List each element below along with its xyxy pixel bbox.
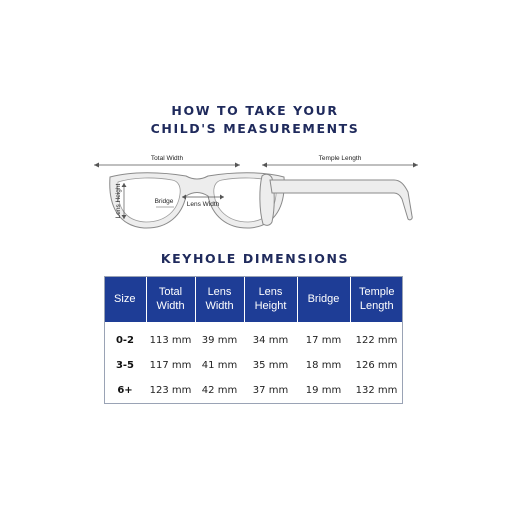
bridge-label: Bridge	[154, 198, 174, 205]
cell-lens-width: 42 mm	[201, 384, 238, 396]
header-lens-width-line2: Width	[205, 300, 234, 312]
table-row	[104, 378, 403, 408]
cell-total-width: 123 mm	[149, 384, 192, 396]
table-row	[104, 322, 403, 352]
section-title: KEYHOLE DIMENSIONS	[160, 251, 350, 266]
temple-length-label: Temple Length	[318, 155, 362, 162]
header-temple-length-line1: Temple	[359, 286, 395, 298]
header-temple-length	[350, 276, 403, 322]
header-lens-width-line1: Lens	[207, 286, 232, 298]
cell-total-width: 117 mm	[149, 359, 192, 371]
cell-lens-height: 34 mm	[252, 334, 289, 346]
cell-size: 0-2	[115, 334, 135, 346]
header-lens-height-line2: Height	[254, 300, 287, 312]
total-width-label: Total Width	[150, 155, 184, 162]
header-total-width-line1: Total	[158, 286, 183, 298]
header-total-width-line2: Width	[156, 300, 185, 312]
header-temple-length-line2: Length	[359, 300, 394, 312]
cell-temple-length: 132 mm	[355, 384, 398, 396]
header-bridge	[297, 276, 350, 322]
cell-lens-height: 37 mm	[252, 384, 289, 396]
cell-lens-width: 39 mm	[201, 334, 238, 346]
header-size-text: Size	[114, 293, 136, 305]
cell-temple-length: 126 mm	[355, 359, 398, 371]
cell-size: 3-5	[115, 359, 135, 371]
header-lens-height	[244, 276, 297, 322]
total-width-arrow	[94, 163, 240, 168]
cell-temple-length: 122 mm	[355, 334, 398, 346]
lens-height-label: Lens Height	[115, 183, 122, 219]
header-lens-width	[195, 276, 244, 322]
cell-size: 6+	[117, 384, 133, 396]
dimensions-table	[104, 276, 403, 408]
table-row	[104, 352, 403, 378]
cell-total-width: 113 mm	[149, 334, 192, 346]
header-total-width	[146, 276, 195, 322]
page-title-line-2: CHILD'S MEASUREMENTS	[150, 121, 360, 136]
lens-width-label: Lens Width	[186, 201, 220, 208]
header-size	[104, 276, 146, 322]
header-bridge-text: Bridge	[307, 293, 340, 305]
cell-lens-height: 35 mm	[252, 359, 289, 371]
cell-bridge: 17 mm	[305, 334, 342, 346]
page-title-line-1: HOW TO TAKE YOUR	[171, 103, 339, 118]
measurement-diagram	[0, 0, 510, 240]
temple-length-arrow	[262, 163, 418, 168]
cell-bridge: 18 mm	[305, 359, 342, 371]
cell-lens-width: 41 mm	[201, 359, 238, 371]
cell-bridge: 19 mm	[305, 384, 342, 396]
table-header-row	[104, 276, 403, 322]
header-lens-height-line1: Lens	[258, 286, 283, 298]
